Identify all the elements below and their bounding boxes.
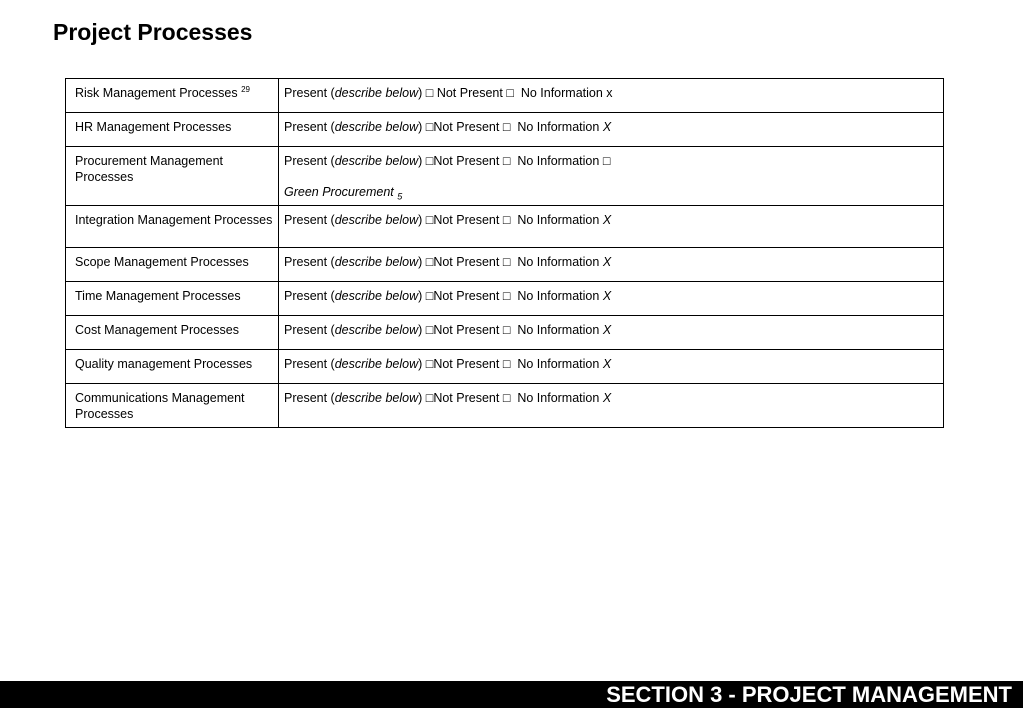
- process-name: Time Management Processes: [75, 289, 241, 303]
- process-name-cell: [66, 316, 279, 350]
- not-present-label: Not Present: [433, 154, 500, 168]
- present-checkbox: □: [425, 391, 434, 405]
- present-checkbox: □: [425, 154, 434, 168]
- close-paren: ): [418, 86, 423, 100]
- not-present-label: Not Present: [436, 86, 503, 100]
- process-status-cell: [279, 206, 944, 248]
- process-name: Cost Management Processes: [75, 323, 239, 337]
- close-paren: ): [418, 213, 423, 227]
- table-row: [66, 248, 944, 282]
- section-footer-bar: [0, 681, 1023, 708]
- present-checkbox: □: [425, 255, 434, 269]
- no-information-mark: x: [606, 86, 613, 100]
- describe-below-label: describe below: [334, 357, 419, 371]
- process-name-cell: [66, 113, 279, 147]
- present-checkbox: □: [425, 86, 434, 100]
- no-information-mark: □: [602, 154, 611, 168]
- not-present-label: Not Present: [433, 357, 500, 371]
- table-row: [66, 316, 944, 350]
- no-information-mark: X: [602, 323, 612, 337]
- no-information-label: No Information: [520, 86, 603, 100]
- present-checkbox: □: [425, 323, 434, 337]
- describe-below-label: describe below: [334, 154, 419, 168]
- not-present-checkbox: □: [502, 323, 511, 337]
- process-name-cell: [66, 350, 279, 384]
- table-row: [66, 147, 944, 206]
- not-present-checkbox: □: [502, 120, 511, 134]
- not-present-checkbox: □: [506, 86, 514, 100]
- process-name: Risk Management Processes: [75, 86, 238, 100]
- not-present-checkbox: □: [502, 255, 511, 269]
- present-label: Present (: [284, 120, 335, 134]
- not-present-checkbox: □: [502, 357, 511, 371]
- not-present-checkbox: □: [502, 154, 511, 168]
- no-information-mark: X: [602, 357, 612, 371]
- process-name: Scope Management Processes: [75, 255, 249, 269]
- close-paren: ): [418, 154, 423, 168]
- process-name: Quality management Processes: [75, 357, 253, 371]
- footnote-reference: 5: [397, 191, 403, 202]
- describe-below-label: describe below: [334, 120, 419, 134]
- no-information-label: No Information: [517, 154, 600, 168]
- present-checkbox: □: [425, 120, 434, 134]
- close-paren: ): [418, 391, 423, 405]
- process-name-cell: [66, 147, 279, 206]
- process-status-cell: [279, 316, 944, 350]
- present-checkbox: □: [425, 213, 434, 227]
- process-name-cell: [66, 282, 279, 316]
- present-label: Present (: [284, 213, 335, 227]
- present-label: Present (: [284, 86, 335, 100]
- table-row: [66, 113, 944, 147]
- no-information-mark: X: [602, 213, 612, 227]
- present-label: Present (: [284, 154, 335, 168]
- process-status-cell: [279, 384, 944, 428]
- process-name: HR Management Processes: [75, 120, 232, 134]
- present-label: Present (: [284, 255, 335, 269]
- no-information-label: No Information: [517, 255, 600, 269]
- present-label: Present (: [284, 289, 335, 303]
- not-present-label: Not Present: [433, 213, 500, 227]
- process-status-cell: [279, 248, 944, 282]
- describe-below-label: describe below: [334, 391, 419, 405]
- not-present-checkbox: □: [502, 289, 511, 303]
- process-table: [65, 78, 944, 428]
- process-status-cell: [279, 147, 944, 206]
- process-status-cell: [279, 282, 944, 316]
- not-present-checkbox: □: [502, 213, 511, 227]
- not-present-label: Not Present: [433, 255, 500, 269]
- page-title: Project Processes: [53, 19, 253, 45]
- present-label: Present (: [284, 323, 335, 337]
- table-row: [66, 206, 944, 248]
- close-paren: ): [418, 255, 423, 269]
- not-present-label: Not Present: [433, 120, 500, 134]
- process-table-body: [66, 79, 944, 428]
- process-name-cell: [66, 384, 279, 428]
- describe-below-label: describe below: [334, 255, 419, 269]
- no-information-label: No Information: [517, 323, 600, 337]
- describe-below-label: describe below: [334, 323, 419, 337]
- process-name-cell: [66, 206, 279, 248]
- process-name-cell: [66, 248, 279, 282]
- not-present-label: Not Present: [433, 323, 500, 337]
- present-checkbox: □: [425, 357, 434, 371]
- present-checkbox: □: [425, 289, 434, 303]
- present-label: Present (: [284, 391, 335, 405]
- table-row: [66, 79, 944, 113]
- no-information-label: No Information: [517, 120, 600, 134]
- no-information-mark: X: [602, 289, 612, 303]
- close-paren: ): [418, 289, 423, 303]
- no-information-label: No Information: [517, 391, 600, 405]
- table-row: [66, 384, 944, 428]
- no-information-label: No Information: [517, 213, 600, 227]
- no-information-label: No Information: [517, 289, 600, 303]
- describe-below-label: describe below: [334, 213, 419, 227]
- close-paren: ): [418, 357, 423, 371]
- process-status-cell: [279, 79, 944, 113]
- section-footer-title: SECTION 3 - PROJECT MANAGEMENT: [606, 682, 1012, 707]
- not-present-label: Not Present: [433, 289, 500, 303]
- describe-below-label: describe below: [334, 289, 419, 303]
- footnote-reference: 29: [241, 84, 250, 94]
- process-name: Communications Management Processes: [75, 391, 245, 421]
- not-present-checkbox: □: [502, 391, 511, 405]
- no-information-mark: X: [602, 255, 612, 269]
- process-name: Integration Management Processes: [75, 213, 273, 227]
- process-name-cell: [66, 79, 279, 113]
- not-present-label: Not Present: [433, 391, 500, 405]
- close-paren: ): [418, 120, 423, 134]
- process-status-cell: [279, 113, 944, 147]
- no-information-label: No Information: [517, 357, 600, 371]
- close-paren: ): [418, 323, 423, 337]
- process-name: Procurement Management Processes: [75, 154, 223, 184]
- table-row: [66, 350, 944, 384]
- no-information-mark: X: [602, 120, 612, 134]
- present-label: Present (: [284, 357, 335, 371]
- procurement-note-text: Green Procurement: [284, 185, 394, 199]
- table-row: [66, 282, 944, 316]
- describe-below-label: describe below: [334, 86, 419, 100]
- process-status-cell: [279, 350, 944, 384]
- procurement-note: [284, 184, 938, 200]
- no-information-mark: X: [602, 391, 612, 405]
